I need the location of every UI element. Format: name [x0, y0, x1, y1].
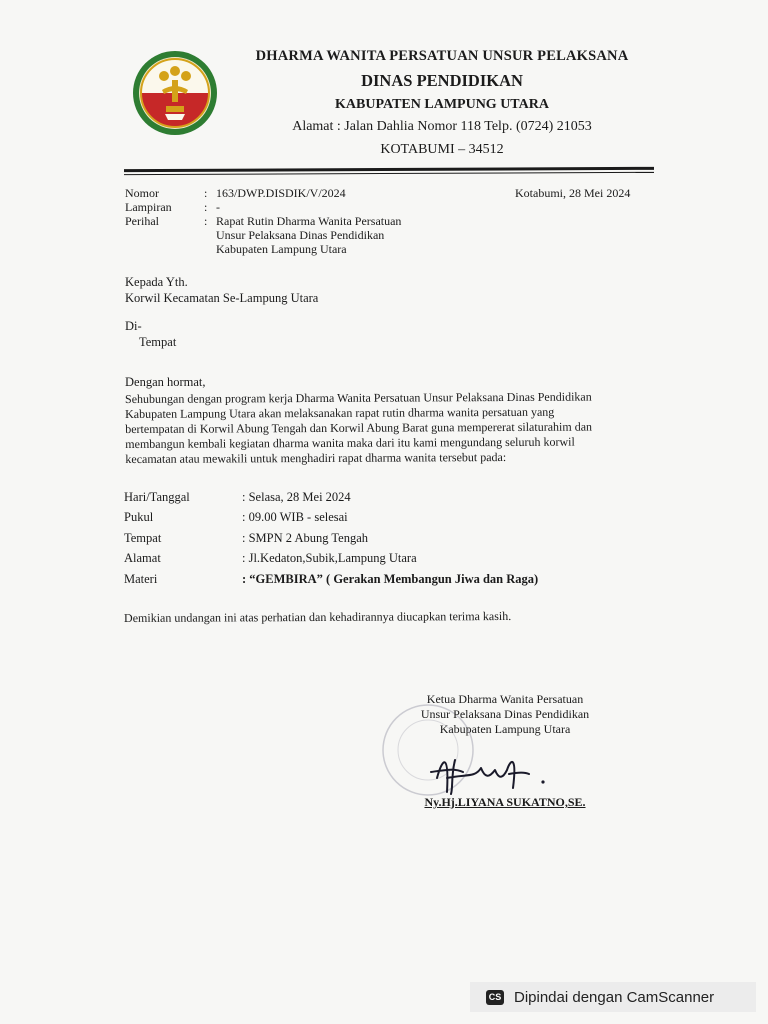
detail-row [124, 487, 538, 508]
detail-row [124, 508, 538, 529]
letterhead-regency: KABUPATEN LAMPUNG UTARA [335, 97, 549, 112]
detail-row [124, 528, 538, 549]
meta-nomor-label: Nomor [125, 186, 159, 200]
recipient-tempat: Tempat [139, 335, 177, 349]
recipient-name: Korwil Kecamatan Se-Lampung Utara [125, 291, 319, 305]
closing-text: Demikian undangan ini atas perhatian dan kehadirannya diucapkan terima kasih. [124, 608, 512, 625]
meta-perihal-label: Perihal [125, 214, 159, 228]
detail-value: : “GEMBIRA” ( Gerakan Membangun Jiwa dan Raga) [242, 571, 539, 586]
meta-perihal [125, 214, 401, 256]
handwritten-signature-icon [425, 748, 555, 798]
body-line: bertempatan di Korwil Abung Tengah dan Korwil Abung Barat guna mempererat silaturahim dan [125, 419, 593, 436]
signatory-title [400, 692, 610, 737]
meta-lampiran-label: Lampiran [125, 200, 172, 214]
perihal-line: Kabupaten Lampung Utara [216, 242, 347, 256]
letter-date: Kotabumi, 28 Mei 2024 [515, 186, 631, 200]
signatory-name: Ny.Hj.LIYANA SUKATNO,SE. [424, 795, 586, 809]
letterhead-divider-thin [124, 172, 654, 175]
meta-lampiran-value: - [216, 200, 220, 214]
detail-label: Hari/Tanggal [124, 489, 190, 504]
camscanner-text: Dipindai dengan CamScanner [514, 988, 715, 1006]
body-paragraph [125, 389, 645, 467]
dharma-wanita-emblem-icon [132, 50, 218, 136]
camscanner-watermark [470, 982, 756, 1012]
meta-nomor-value: 163/DWP.DISDIK/V/2024 [216, 186, 346, 200]
meta-perihal-value [216, 214, 401, 256]
signatory-title-line: Kabupaten Lampung Utara [439, 722, 571, 736]
meta-lampiran [125, 200, 401, 214]
signatory-title-line: Ketua Dharma Wanita Persatuan [426, 692, 584, 706]
detail-label: Alamat [124, 551, 161, 566]
letter-meta [125, 186, 401, 256]
body-line: Kabupaten Lampung Utara akan melaksanakan rapat rutin dharma wanita persatuan yang [125, 404, 555, 421]
detail-value: : 09.00 WIB - selesai [242, 510, 348, 525]
letterhead [232, 48, 652, 158]
signatory-title-line: Unsur Pelaksana Dinas Pendidikan [420, 707, 590, 721]
detail-value: : SMPN 2 Abung Tengah [242, 530, 368, 545]
letterhead-org: DHARMA WANITA PERSATUAN UNSUR PELAKSANA [255, 48, 629, 64]
meta-colon: : [204, 214, 208, 228]
meta-nomor [125, 186, 401, 200]
body-line: membangun kembali kegiatan dharma wanita maka dari itu kami mengundang seluruh korwil [125, 434, 575, 451]
letterhead-city: KOTABUMI – 34512 [380, 142, 504, 157]
perihal-line: Unsur Pelaksana Dinas Pendidikan [216, 228, 385, 242]
meta-colon: : [204, 186, 208, 200]
detail-label: Tempat [124, 530, 162, 545]
letterhead-dept: DINAS PENDIDIKAN [361, 71, 523, 90]
recipient-location [125, 318, 176, 350]
letterhead-address: Alamat : Jalan Dahlia Nomor 118 Telp. (0724) 21053 [292, 119, 592, 134]
meta-colon: : [204, 200, 208, 214]
recipient-salutation: Kepada Yth. [125, 275, 188, 289]
perihal-line: Rapat Rutin Dharma Wanita Persatuan [216, 214, 402, 228]
detail-value: : Selasa, 28 Mei 2024 [242, 489, 351, 504]
camscanner-logo-icon: CS [486, 990, 504, 1005]
event-details [124, 487, 538, 590]
detail-value: : Jl.Kedaton,Subik,Lampung Utara [242, 551, 417, 566]
detail-row [124, 549, 538, 570]
detail-row [124, 569, 538, 590]
greeting: Dengan hormat, [125, 375, 206, 389]
recipient-di: Di- [125, 319, 142, 333]
body-line: Sehubungan dengan program kerja Dharma Wanita Persatuan Unsur Pelaksana Dinas Pendidikan [125, 389, 592, 406]
detail-label: Materi [124, 571, 158, 586]
recipient [125, 274, 318, 306]
detail-label: Pukul [124, 510, 154, 525]
body-line: kecamatan atau mewakili untuk menghadiri rapat dharma wanita tersebut pada: [125, 450, 507, 466]
